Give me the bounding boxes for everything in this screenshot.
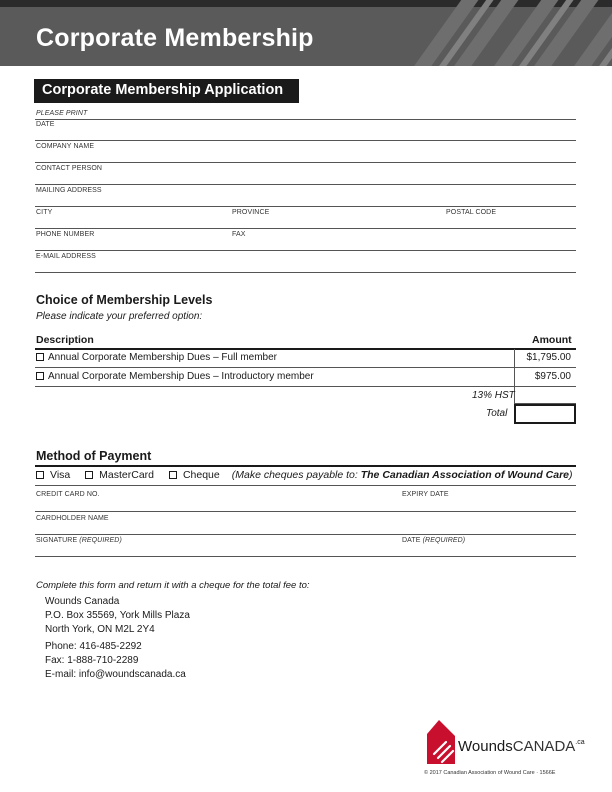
company-label: COMPANY NAME xyxy=(36,143,95,150)
cheque-label: Cheque xyxy=(182,469,220,481)
full-member-label: Annual Corporate Membership Dues – Full member xyxy=(48,352,277,363)
cheque-payee: The Canadian Association of Wound Care xyxy=(360,469,570,481)
checkbox-icon[interactable] xyxy=(36,471,44,479)
cardholder-field-line[interactable] xyxy=(35,534,576,535)
checkbox-icon[interactable] xyxy=(36,353,44,361)
description-column-header: Description xyxy=(36,334,94,346)
expiry-label: EXPIRY DATE xyxy=(402,491,449,498)
visa-option[interactable] xyxy=(36,469,76,481)
card-number-field-line[interactable] xyxy=(35,511,576,512)
header-banner xyxy=(0,0,612,66)
cardholder-label: CARDHOLDER NAME xyxy=(36,515,109,522)
date-line[interactable] xyxy=(35,119,576,120)
checkbox-icon[interactable] xyxy=(169,471,177,479)
table-row[interactable] xyxy=(36,371,314,382)
city-label: CITY xyxy=(36,209,53,216)
address-line: Wounds Canada xyxy=(45,596,120,607)
levels-subheading: Please indicate your preferred option: xyxy=(36,311,203,322)
contact-label: CONTACT PERSON xyxy=(36,165,103,172)
date-field-line[interactable] xyxy=(35,140,576,141)
total-label: Total xyxy=(486,408,508,419)
table-row[interactable] xyxy=(36,352,277,363)
hst-label: 13% HST xyxy=(472,390,515,401)
logo-word-canada: CANADA xyxy=(512,738,576,755)
fax-label: FAX xyxy=(232,231,246,238)
amount-column-header: Amount xyxy=(532,334,572,346)
phone-field-line[interactable] xyxy=(35,250,576,251)
signature-label xyxy=(36,537,122,544)
intro-member-amount: $975.00 xyxy=(534,371,571,382)
checkbox-icon[interactable] xyxy=(85,471,93,479)
company-field-line[interactable] xyxy=(35,162,576,163)
return-instructions: Complete this form and return it with a cheque for the total fee to: xyxy=(36,580,310,591)
postal-label: POSTAL CODE xyxy=(446,209,497,216)
contact-field-line[interactable] xyxy=(35,184,576,185)
cheque-note-suffix: ) xyxy=(569,469,573,481)
total-field[interactable] xyxy=(514,404,576,424)
table-row-divider xyxy=(35,386,576,387)
payment-options xyxy=(36,469,573,481)
table-row-divider xyxy=(35,367,576,368)
logo-wordmark xyxy=(458,738,585,755)
signature-text: SIGNATURE xyxy=(36,537,78,544)
table-header-rule xyxy=(35,348,576,350)
mailing-field-line[interactable] xyxy=(35,206,576,207)
signature-required: (REQUIRED) xyxy=(79,537,122,544)
mastercard-option[interactable] xyxy=(85,469,160,481)
mailing-address xyxy=(45,595,190,637)
address-line: P.O. Box 35569, York Mills Plaza xyxy=(45,610,190,621)
cheque-option[interactable] xyxy=(169,469,226,481)
signature-field-line[interactable] xyxy=(35,556,576,557)
checkbox-icon[interactable] xyxy=(36,372,44,380)
levels-heading: Choice of Membership Levels xyxy=(36,293,213,307)
cheque-note xyxy=(232,469,573,481)
province-label: PROVINCE xyxy=(232,209,270,216)
email-label: E-MAIL ADDRESS xyxy=(36,253,96,260)
visa-label: Visa xyxy=(50,469,71,481)
contact-info xyxy=(45,640,186,682)
email-field-line[interactable] xyxy=(35,272,576,273)
address-line: North York, ON M2L 2Y4 xyxy=(45,624,155,635)
cheque-note-prefix: (Make cheques payable to: xyxy=(231,469,361,481)
signature-date-text: DATE xyxy=(402,537,421,544)
application-heading: Corporate Membership Application xyxy=(34,79,299,103)
phone-label: PHONE NUMBER xyxy=(36,231,95,238)
phone-line: Phone: 416-485-2292 xyxy=(45,641,142,652)
date-required: (REQUIRED) xyxy=(422,537,466,544)
intro-member-label: Annual Corporate Membership Dues – Introductory member xyxy=(48,371,314,382)
mastercard-label: MasterCard xyxy=(99,469,155,481)
card-number-label: CREDIT CARD NO. xyxy=(36,491,100,498)
city-field-line[interactable] xyxy=(35,228,576,229)
payment-heading: Method of Payment xyxy=(36,449,152,463)
fax-line: Fax: 1-888-710-2289 xyxy=(45,655,139,666)
logo-suffix: .ca xyxy=(575,739,585,746)
logo-word-wounds: Wounds xyxy=(458,738,513,755)
full-member-amount: $1,795.00 xyxy=(526,352,571,363)
email-line[interactable]: E-mail: info@woundscanada.ca xyxy=(45,669,186,680)
please-print-note: PLEASE PRINT xyxy=(36,110,88,117)
payment-options-line xyxy=(35,485,576,486)
mailing-label: MAILING ADDRESS xyxy=(36,187,102,194)
page-title: Corporate Membership xyxy=(36,24,314,52)
copyright-notice: © 2017 Canadian Association of Wound Care · 1566E xyxy=(424,770,556,776)
date-label: DATE xyxy=(36,121,55,128)
signature-date-label xyxy=(402,537,465,544)
payment-rule xyxy=(35,465,576,467)
banner-decoration xyxy=(382,0,612,66)
